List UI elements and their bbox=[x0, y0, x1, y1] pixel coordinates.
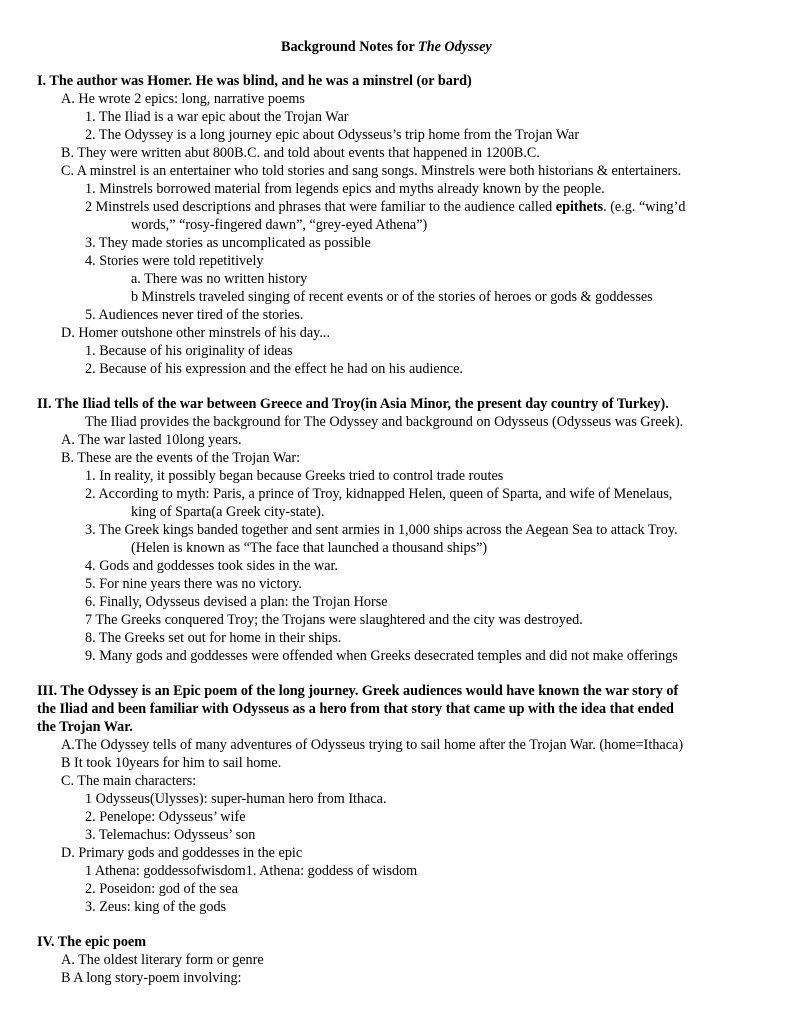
section-3-item-c1: 1 Odysseus(Ulysses): super-human hero from Ithaca. bbox=[85, 791, 387, 807]
section-3-item-d3: 3. Zeus: king of the gods bbox=[85, 899, 227, 915]
section-3-item-c: C. The main characters: bbox=[61, 773, 197, 789]
section-1-item-c2-cont: words,” “rosy-fingered dawn”, “grey-eyed Athena”) bbox=[131, 217, 428, 233]
section-2-item-b3-cont: (Helen is known as “The face that launched a thousand ships”) bbox=[131, 540, 488, 556]
c2-text-post: . (e.g. “wing’d bbox=[603, 199, 686, 215]
section-3-item-d: D. Primary gods and goddesses in the epic bbox=[61, 845, 303, 861]
section-2-item-b4: 4. Gods and goddesses took sides in the war. bbox=[85, 558, 338, 574]
section-2-item-b5: 5. For nine years there was no victory. bbox=[85, 576, 302, 592]
section-1-item-b: B. They were written abut 800B.C. and told about events that happened in 1200B.C. bbox=[61, 145, 540, 161]
title-prefix: Background Notes for bbox=[281, 39, 419, 55]
section-3-item-b: B It took 10years for him to sail home. bbox=[61, 755, 282, 771]
c2-text-bold: epithets bbox=[555, 199, 604, 215]
section-2-item-b6: 6. Finally, Odysseus devised a plan: the Trojan Horse bbox=[85, 594, 388, 610]
section-3-item-d1: 1 Athena: goddessofwisdom1. Athena: goddess of wisdom bbox=[85, 863, 418, 879]
section-2-item-b2-cont: king of Sparta(a Greek city-state). bbox=[131, 504, 325, 520]
section-3-heading-line1: III. The Odyssey is an Epic poem of the long journey. Greek audiences would have known the war story of bbox=[37, 683, 679, 699]
section-2-heading: II. The Iliad tells of the war between Greece and Troy(in Asia Minor, the present day country of Turkey). bbox=[37, 396, 669, 412]
section-1-item-a1: 1. The Iliad is a war epic about the Trojan War bbox=[85, 109, 349, 125]
section-1-item-c5: 5. Audiences never tired of the stories. bbox=[85, 307, 304, 323]
section-1-item-a2: 2. The Odyssey is a long journey epic about Odysseus’s trip home from the Trojan War bbox=[85, 127, 580, 143]
section-2-item-b2: 2. According to myth: Paris, a prince of Troy, kidnapped Helen, queen of Sparta, and wife of Menelaus, bbox=[85, 486, 673, 502]
section-1-item-c: C. A minstrel is an entertainer who told stories and sang songs. Minstrels were both historians & entertainers. bbox=[61, 163, 682, 179]
section-1-item-d1: 1. Because of his originality of ideas bbox=[85, 343, 293, 359]
section-4-heading: IV. The epic poem bbox=[37, 934, 147, 950]
section-2-item-b9: 9. Many gods and goddesses were offended when Greeks desecrated temples and did not make offerings bbox=[85, 648, 678, 664]
section-1-item-c2 bbox=[85, 198, 685, 216]
section-1-item-c3: 3. They made stories as uncomplicated as possible bbox=[85, 235, 371, 251]
section-4-item-b: B A long story-poem involving: bbox=[61, 970, 242, 986]
section-3-item-c2: 2. Penelope: Odysseus’ wife bbox=[85, 809, 246, 825]
section-1-item-a: A. He wrote 2 epics: long, narrative poems bbox=[61, 91, 305, 107]
title-italic: The Odyssey bbox=[418, 39, 492, 55]
section-2-item-a: A. The war lasted 10long years. bbox=[61, 432, 242, 448]
page-title bbox=[281, 38, 492, 56]
section-1-heading: I. The author was Homer. He was blind, and he was a minstrel (or bard) bbox=[37, 73, 472, 89]
section-2-item-b1: 1. In reality, it possibly began because Greeks tried to control trade routes bbox=[85, 468, 504, 484]
section-2-item-b7: 7 The Greeks conquered Troy; the Trojans were slaughtered and the city was destroyed. bbox=[85, 612, 583, 628]
section-3-heading-line2: the Iliad and been familiar with Odysseus as a hero from that story that came up with the idea that ended bbox=[37, 701, 674, 717]
section-1-item-c4a: a. There was no written history bbox=[131, 271, 308, 287]
section-1-item-d: D. Homer outshone other minstrels of his day... bbox=[61, 325, 330, 341]
section-2-item-b3: 3. The Greek kings banded together and sent armies in 1,000 ships across the Aegean Sea to attack Troy. bbox=[85, 522, 678, 538]
section-3-heading-line3: the Trojan War. bbox=[37, 719, 133, 735]
section-2-item-b8: 8. The Greeks set out for home in their ships. bbox=[85, 630, 342, 646]
section-1-item-c1: 1. Minstrels borrowed material from legends epics and myths already known by the people. bbox=[85, 181, 605, 197]
section-2-intro: The Iliad provides the background for The Odyssey and background on Odysseus (Odysseus was Greek). bbox=[85, 414, 684, 430]
section-4-item-a: A. The oldest literary form or genre bbox=[61, 952, 264, 968]
section-3-item-d2: 2. Poseidon: god of the sea bbox=[85, 881, 238, 897]
c2-text-pre: 2 Minstrels used descriptions and phrases that were familiar to the audience called bbox=[85, 199, 556, 215]
section-3-item-a: A.The Odyssey tells of many adventures of Odysseus trying to sail home after the Trojan War. (home=Ithaca) bbox=[61, 737, 684, 753]
section-1-item-c4b: b Minstrels traveled singing of recent events or of the stories of heroes or gods & goddesses bbox=[131, 289, 653, 305]
section-2-item-b: B. These are the events of the Trojan War: bbox=[61, 450, 301, 466]
section-1-item-c4: 4. Stories were told repetitively bbox=[85, 253, 264, 269]
section-3-item-c3: 3. Telemachus: Odysseus’ son bbox=[85, 827, 256, 843]
section-1-item-d2: 2. Because of his expression and the effect he had on his audience. bbox=[85, 361, 463, 377]
